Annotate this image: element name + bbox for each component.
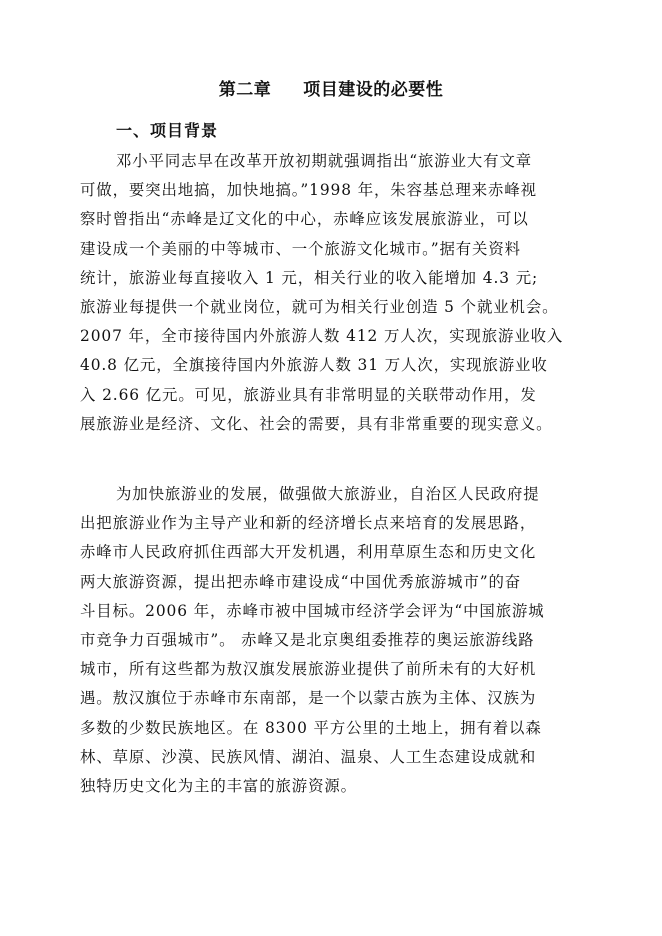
paragraph-line: 独特历史文化为主的丰富的旅游资源。 (80, 776, 357, 795)
paragraph-development (80, 480, 580, 801)
paragraph-line: 遇。敖汉旗位于赤峰市东南部，是一个以蒙古族为主体、汉族为 (80, 689, 537, 708)
paragraph-line: 斗目标。2006 年，赤峰市被中国城市经济学会评为“中国旅游城 (80, 601, 545, 620)
paragraph-line: 察时曾指出“赤峰是辽文化的中心，赤峰应该发展旅游业，可以 (80, 210, 529, 229)
paragraph-background (80, 147, 580, 439)
chapter-title: 第二章 项目建设的必要性 (218, 80, 444, 100)
paragraph-line: 两大旅游资源，提出把赤峰市建设成“中国优秀旅游城市”的奋 (80, 572, 522, 591)
paragraph-line: 城市，所有这些都为敖汉旗发展旅游业提供了前所未有的大好机 (80, 660, 537, 679)
paragraph-line: 市竞争力百强城市”。 赤峰又是北京奥组委推荐的奥运旅游线路 (80, 630, 535, 649)
paragraph-line: 展旅游业是经济、文化、社会的需要，具有非常重要的现实意义。 (80, 414, 553, 433)
paragraph-line: 入 2.66 亿元。可见，旅游业具有非常明显的关联带动作用，发 (80, 385, 537, 404)
paragraph-line: 林、草原、沙漠、民族风情、湖泊、温泉、人工生态建设成就和 (80, 747, 537, 766)
paragraph-line: 统计，旅游业每直接收入 1 元，相关行业的收入能增加 4.3 元; (80, 268, 539, 287)
section-heading: 一、项目背景 (116, 121, 219, 140)
paragraph-line: 建设成一个美丽的中等城市、一个旅游文化城市。”据有关资料 (80, 239, 521, 258)
paragraph-line: 多数的少数民族地区。在 8300 平方公里的土地上，拥有着以森 (80, 718, 542, 737)
paragraph-line: 为加快旅游业的发展，做强做大旅游业，自治区人民政府提 (116, 485, 540, 503)
paragraph-line: 可做，要突出地搞，加快地搞。”1998 年，朱容基总理来赤峰视 (80, 181, 537, 200)
paragraph-line: 邓小平同志早在改革开放初期就强调指出“旅游业大有文章 (116, 152, 533, 170)
paragraph-line: 赤峰市人民政府抓住西部大开发机遇，利用草原生态和历史文化 (80, 543, 537, 562)
paragraph-line: 旅游业每提供一个就业岗位，就可为相关行业创造 5 个就业机会。 (80, 297, 559, 316)
paragraph-line: 2007 年，全市接待国内外旅游人数 412 万人次，实现旅游业收入 (80, 327, 564, 346)
paragraph-line: 出把旅游业作为主导产业和新的经济增长点来培育的发展思路， (80, 514, 537, 533)
paragraph-line: 40.8 亿元，全旗接待国内外旅游人数 31 万人次，实现旅游业收 (80, 356, 548, 375)
